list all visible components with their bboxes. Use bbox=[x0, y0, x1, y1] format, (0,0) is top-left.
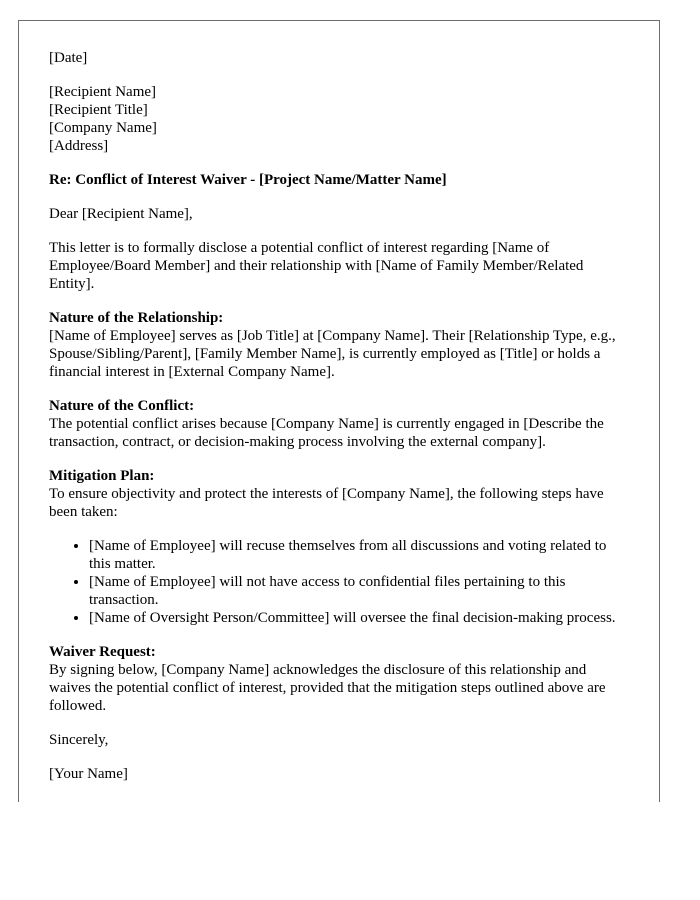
relationship-section bbox=[49, 309, 629, 381]
signature-name: [Your Name] bbox=[49, 766, 128, 782]
list-item: • [Name of Oversight Person/Committee] will oversee the final decision-making process. bbox=[89, 609, 629, 627]
salutation: Dear [Recipient Name], bbox=[49, 206, 193, 222]
waiver-body: By signing below, [Company Name] acknowledges the disclosure of this relationship and waives the potential conflict of interest, provided that the mitigation steps outlined above are followed. bbox=[49, 662, 606, 714]
list-item: • [Name of Employee] will not have access to confidential files pertaining to this transaction. bbox=[89, 573, 629, 609]
relationship-heading: Nature of the Relationship: bbox=[49, 310, 224, 326]
recipient-address: [Address] bbox=[49, 138, 109, 154]
recipient-title: [Recipient Title] bbox=[49, 102, 148, 118]
subject-line: Re: Conflict of Interest Waiver - [Project Name/Matter Name] bbox=[49, 172, 447, 188]
mitigation-steps-list bbox=[49, 537, 629, 627]
conflict-section bbox=[49, 397, 629, 451]
waiver-heading: Waiver Request: bbox=[49, 644, 156, 660]
recipient-name: [Recipient Name] bbox=[49, 84, 157, 100]
waiver-section bbox=[49, 643, 629, 715]
mitigation-body: To ensure objectivity and protect the interests of [Company Name], the following steps have been taken: bbox=[49, 486, 604, 520]
conflict-body: The potential conflict arises because [Company Name] is currently engaged in [Describe the transaction, contract, or decision-making process involving the external company]. bbox=[49, 416, 604, 450]
recipient-block bbox=[49, 83, 629, 155]
letter-date: [Date] bbox=[49, 50, 88, 66]
recipient-company: [Company Name] bbox=[49, 120, 157, 136]
closing: Sincerely, bbox=[49, 732, 109, 748]
mitigation-heading: Mitigation Plan: bbox=[49, 468, 155, 484]
letter-content bbox=[49, 49, 629, 799]
relationship-body: [Name of Employee] serves as [Job Title] at [Company Name]. Their [Relationship Type, e.g., Spouse/Sibling/Parent], [Family Member Name], is currently employed as [Title] or holds a financial interest in [External Company Name]. bbox=[49, 328, 616, 380]
intro-paragraph: This letter is to formally disclose a potential conflict of interest regarding [Name of Employee/Board Member] and their relationship with [Name of Family Member/Related Entity]. bbox=[49, 240, 584, 292]
mitigation-section bbox=[49, 467, 629, 521]
letter-page bbox=[18, 20, 660, 802]
conflict-heading: Nature of the Conflict: bbox=[49, 398, 195, 414]
list-item: • [Name of Employee] will recuse themselves from all discussions and voting related to this matter. bbox=[89, 537, 629, 573]
